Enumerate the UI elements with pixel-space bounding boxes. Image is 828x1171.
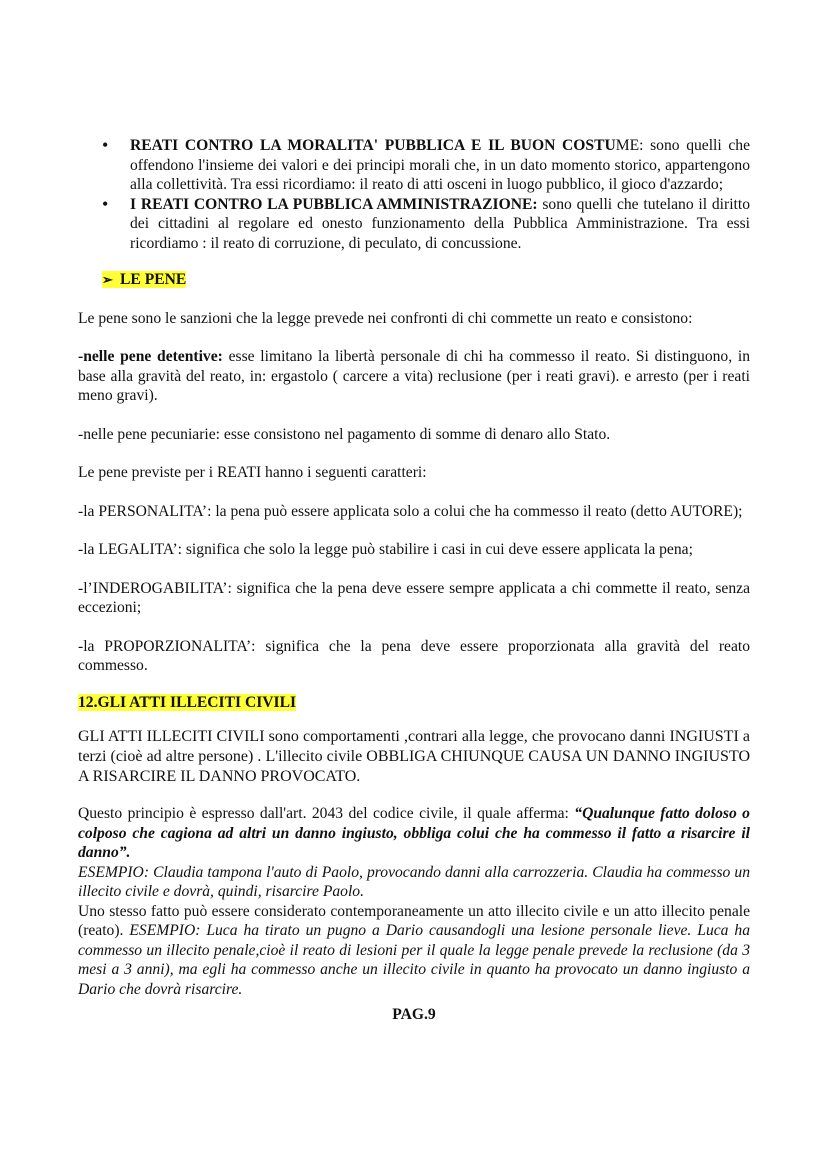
subheading-label: LE PENE <box>120 271 187 288</box>
list-item <box>78 136 750 195</box>
bullet-text: sono quelli che tutelano il diritto dei cittadini al regolare ed onesto funzionamento della Pubblica Amministrazione. Tra essi ricordiamo : il reato di corruzione, di peculato, di concussione. <box>130 195 750 252</box>
offense-list <box>78 136 750 253</box>
double-illecito-paragraph <box>78 902 750 1000</box>
pene-detentive <box>78 347 750 406</box>
page-number: PAG.9 <box>392 1006 436 1023</box>
civil-definition: GLI ATTI ILLECITI CIVILI sono comportamenti ,contrari alla legge, che provocano danni INGIUSTI a terzi (cioè ad altre persone) . L'illecito civile OBBLIGA CHIUNQUE CAUSA UN DANNO INGIUSTO A RISARCIRE IL DANNO PROVOCATO. <box>78 728 750 785</box>
document-page <box>78 136 750 1025</box>
pene-pecuniarie: -nelle pene pecuniarie: esse consistono nel pagamento di somme di denaro allo Stato. <box>78 425 611 443</box>
pene-intro: Le pene sono le sanzioni che la legge prevede nei confronti di chi commette un reato e consistono: <box>78 309 693 327</box>
double-lead: Uno stesso fatto può essere considerato contemporaneamente un atto illecito civile e un atto illecito penale (reato). <box>78 902 750 939</box>
principle-quote: “Qualunque fatto doloso o colposo che cagiona ad altri un danno ingiusto, obbliga colui che ha commesso il fatto a risarcire il danno”. <box>78 805 750 861</box>
subheading-le-pene <box>78 270 750 290</box>
bullet-text: ME: sono quelli che offendono l'insieme dei valori e dei principi morali che, in un dato momento storico, appartengono alla collettività. Tra essi ricordiamo: il reato di atti osceni in luogo pubblico, il gioco d'azzardo; <box>130 137 750 193</box>
double-example: ESEMPIO: Luca ha tirato un pugno a Dario causandogli una lesione personale lieve. Luca ha commesso un illecito penale,cioè il reato di lesioni per il quale la legge penale prevede la reclusione (da 3 mesi a 3 anni), ma egli ha commesso anche un illecito civile in quanto ha provocato un danno ingiusto a Dario che dovrà risarcire. <box>78 922 750 998</box>
bullet-title: I REATI CONTRO LA PUBBLICA AMMINISTRAZIONE: <box>130 195 538 213</box>
detentive-text: esse limitano la libertà personale di chi ha commesso il reato. Si distinguono, in base alla gravità del reato, in: ergastolo ( carcere a vita) reclusione (per i reati gravi). e arresto (per i reati meno gravi). <box>78 348 750 404</box>
caratteri-intro: Le pene previste per i REATI hanno i seguenti caratteri: <box>78 464 427 481</box>
bullet-title: REATI CONTRO LA MORALITA' PUBBLICA E IL BUON COSTU <box>130 137 616 154</box>
section-heading <box>78 693 750 713</box>
arrow-bullet-icon: ➢ <box>102 272 113 287</box>
principle-lead: Questo principio è espresso dall'art. 2043 del codice civile, il quale afferma: <box>78 805 575 822</box>
carattere-legalita: -la LEGALITA’: significa che solo la legge può stabilire i casi in cui deve essere applicata la pena; <box>78 541 693 558</box>
detentive-label: -nelle pene detentive: <box>78 348 223 365</box>
carattere-proporzionalita: -la PROPORZIONALITA’: significa che la pena deve essere proporzionata alla gravità del reato commesso. <box>78 637 750 674</box>
example-claudia: ESEMPIO: Claudia tampona l'auto di Paolo, provocando danni alla carrozzeria. Claudia ha commesso un illecito civile e dovrà, quindi, risarcire Paolo. <box>78 863 750 900</box>
list-item <box>78 195 750 254</box>
carattere-inderogabilita: -l’INDEROGABILITA’: significa che la pena deve essere sempre applicata a chi commette il reato, senza eccezioni; <box>78 579 750 616</box>
section-title: 12.GLI ATTI ILLECITI CIVILI <box>78 693 297 711</box>
carattere-personalita: -la PERSONALITA’: la pena può essere applicata solo a colui che ha commesso il reato (detto AUTORE); <box>78 502 743 520</box>
principle-paragraph <box>78 804 750 863</box>
